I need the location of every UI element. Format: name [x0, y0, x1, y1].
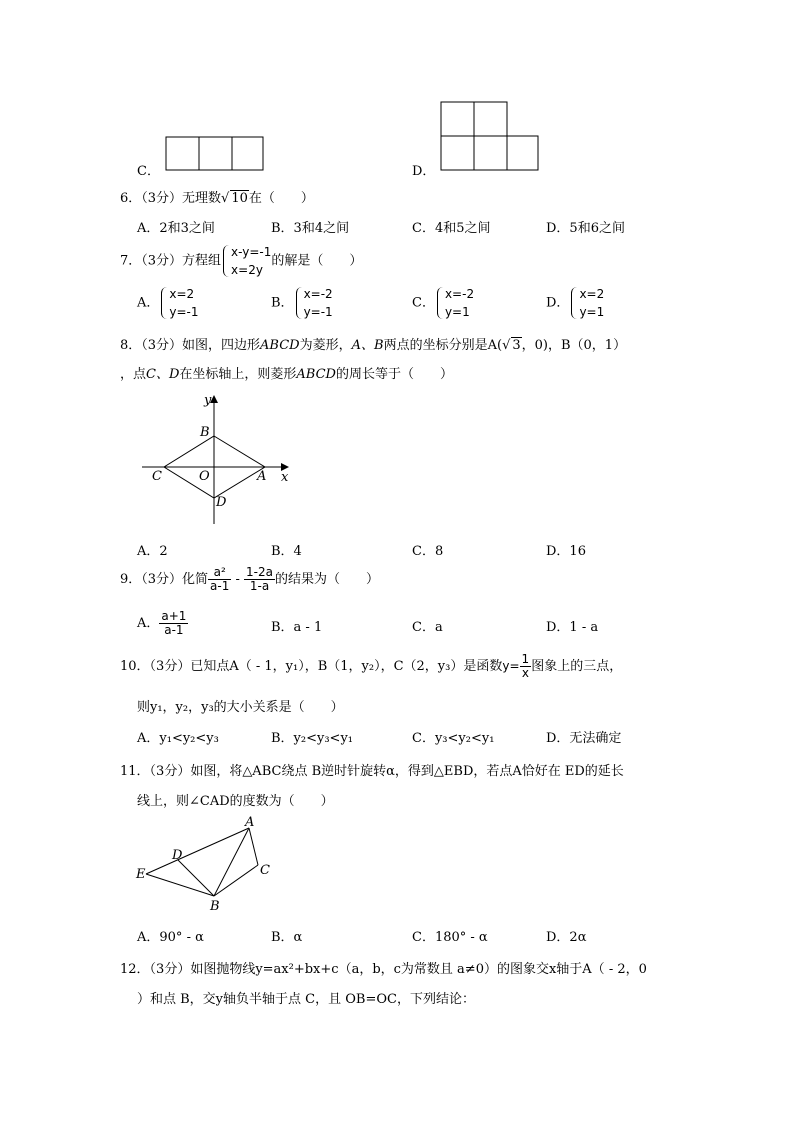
label-c: C [152, 469, 162, 484]
q10-stem-line2: 则y₁，y₂，y₃的大小关系是（ ） [137, 700, 344, 715]
q8-option-c[interactable]: C．8 [412, 544, 444, 559]
q11-option-b[interactable]: B．α [271, 930, 303, 945]
label-x: x [281, 470, 289, 485]
q9-option-c[interactable]: C．a [412, 620, 443, 635]
q11-triangle-figure [134, 812, 284, 914]
q6-option-d[interactable]: D．5和6之间 [546, 221, 625, 236]
q11-option-a[interactable]: A．90° - α [137, 930, 204, 945]
label-y: y [204, 393, 212, 408]
q11-option-d[interactable]: D．2α [546, 930, 587, 945]
q5-option-d-label: D． [412, 164, 436, 179]
q7-option-b[interactable]: B． x=-2 y=-1 [271, 287, 333, 319]
q5-option-c-figure [165, 136, 265, 172]
q12-stem-line2: ）和点 B，交y轴负半轴于点 C，且 OB=OC，下列结论： [137, 992, 475, 1007]
q10-option-c[interactable]: C．y₃<y₂<y₁ [412, 731, 495, 746]
q6-stem: 6．（3分）无理数√ 10在（ ） [120, 191, 314, 206]
label-o: O [199, 469, 210, 484]
q10-option-a[interactable]: A．y₁<y₂<y₃ [137, 731, 219, 746]
q8-rhombus-figure [138, 390, 298, 530]
q11-option-c[interactable]: C．180° - α [412, 930, 488, 945]
label-a: A [257, 469, 267, 484]
label-d: D [216, 495, 227, 510]
q9-option-a[interactable]: A． $\frac{a+1}{a-1}$ [137, 609, 187, 638]
q6-option-b[interactable]: B．3和4之间 [271, 221, 350, 236]
q9-option-d[interactable]: D．1 - a [546, 620, 599, 635]
q10-stem-line1: 10．（3分）已知点A（ - 1，y₁），B（1，y₂），C（2，y₃）是函数y= $\frac{1}{x}$ 图象上的三点， [120, 652, 623, 681]
q6-option-a[interactable]: A．2和3之间 [137, 221, 215, 236]
q12-stem-line1: 12．（3分）如图抛物线y=ax²+bx+c（a，b，c为常数且 a≠0）的图象交x轴于A（ - 2，0 [120, 962, 647, 977]
q9-option-b[interactable]: B．a - 1 [271, 620, 323, 635]
label-b: B [210, 899, 220, 914]
q10-option-d[interactable]: D．无法确定 [546, 731, 622, 746]
q6-option-c[interactable]: C．4和5之间 [412, 221, 491, 236]
q8-option-d[interactable]: D．16 [546, 544, 586, 559]
q11-stem-line2: 线上，则∠CAD的度数为（ ） [137, 794, 334, 809]
q8-option-a[interactable]: A．2 [137, 544, 168, 559]
q7-option-c[interactable]: C． x=-2 y=1 [412, 287, 475, 319]
label-a: A [245, 815, 255, 830]
q10-option-b[interactable]: B．y₂<y₃<y₁ [271, 731, 354, 746]
label-d: D [172, 848, 183, 863]
q8-option-b[interactable]: B．4 [271, 544, 302, 559]
q8-stem-line2: ，点C、D在坐标轴上，则菱形ABCD的周长等于（ ） [120, 367, 453, 382]
q7-stem: 7．（3分）方程组 x-y=-1 x=2y 的解是（ ） [120, 245, 363, 277]
q11-stem-line1: 11．（3分）如图，将△ABC绕点 B逆时针旋转α，得到△EBD，若点A恰好在 ED的延长 [120, 764, 624, 779]
label-e: E [136, 867, 146, 882]
label-b: B [200, 425, 210, 440]
q5-option-c-label: C． [137, 164, 160, 179]
q5-option-d-figure [440, 101, 540, 173]
q7-option-d[interactable]: D． x=2 y=1 [546, 287, 605, 319]
q8-stem-line1: 8．（3分）如图，四边形ABCD为菱形，A、B两点的坐标分别是A(√ 3，0)，B（0，1） [120, 338, 627, 353]
q9-stem: 9．（3分）化简 $\frac{\text{a²}}{a-1}$ - $\frac{1-2a}{1-a}$ 的结果为（ ） [120, 565, 380, 594]
q7-option-a[interactable]: A． x=2 y=-1 [137, 287, 199, 319]
label-c: C [260, 863, 270, 878]
